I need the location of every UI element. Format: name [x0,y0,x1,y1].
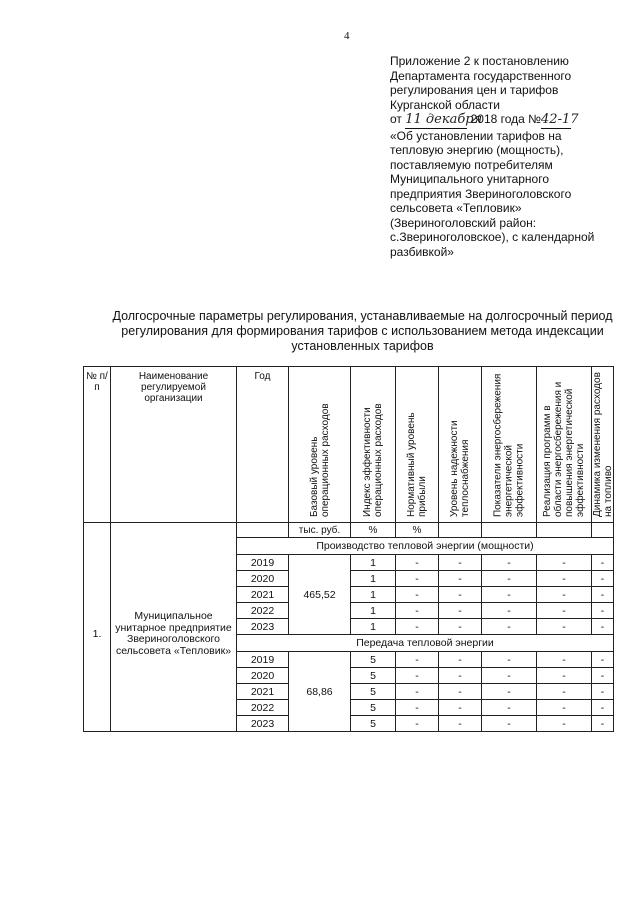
programs-cell: - [537,700,592,716]
reliability-cell: - [439,668,482,684]
fuel-cell: - [592,700,614,716]
profit-cell: - [396,555,439,571]
index-cell: 1 [351,555,396,571]
programs-cell: - [537,571,592,587]
profit-cell: - [396,684,439,700]
programs-cell: - [537,652,592,668]
header-base [289,367,351,523]
profit-cell: - [396,587,439,603]
section-title: Производство тепловой энергии (мощности) [237,538,614,555]
index-cell: 5 [351,668,396,684]
energy-indicators-cell: - [482,587,537,603]
empty-cell [482,523,537,538]
fuel-cell: - [592,668,614,684]
fuel-cell: - [592,619,614,635]
header-num: № п/п [84,367,111,523]
year-cell: 2022 [237,700,289,716]
fuel-cell: - [592,587,614,603]
index-cell: 5 [351,684,396,700]
reliability-cell: - [439,571,482,587]
document-title: Долгосрочные параметры регулирования, устанавливаемые на долгосрочный период регулирования для формирования тарифов с использованием метода индексации установленных тарифов [112,309,613,353]
header-index-text: Индекс эффективности операционных расходов [362,403,384,517]
programs-cell: - [537,619,592,635]
profit-cell: - [396,571,439,587]
profit-cell: - [396,668,439,684]
empty-cell [237,523,289,538]
energy-indicators-cell: - [482,684,537,700]
units-row [84,523,614,538]
empty-cell [537,523,592,538]
fuel-cell: - [592,652,614,668]
empty-cell [84,523,111,538]
fuel-cell: - [592,603,614,619]
header-year: Год [237,367,289,523]
handwritten-number: 42-17 [541,112,579,127]
profit-cell: - [396,716,439,732]
year-cell: 2020 [237,668,289,684]
appendix-subject-line: «Об установлении тарифов на [390,128,562,143]
reliability-cell: - [439,587,482,603]
header-profit-text: Нормативный уровень прибыли [406,412,428,517]
energy-indicators-cell: - [482,716,537,732]
energy-indicators-cell: - [482,700,537,716]
appendix-line: регулирования цен и тарифов [390,83,559,97]
header-org: Наименование регулируемой организации [111,367,237,523]
row-number: 1. [84,538,111,732]
fuel-cell: - [592,716,614,732]
section-header-row [84,538,614,555]
header-reliability [439,367,482,523]
empty-cell [439,523,482,538]
fuel-cell: - [592,571,614,587]
appendix-subject-line: разбивкой» [390,244,454,259]
section-title: Передача тепловой энергии [237,635,614,652]
programs-cell: - [537,587,592,603]
appendix-subject-line: с.Звериноголовское), с календарной [390,230,595,244]
profit-cell: - [396,619,439,635]
energy-indicators-cell: - [482,555,537,571]
header-row [84,367,614,523]
appendix-subject-line: (Звериноголовский район: [390,215,537,230]
programs-cell: - [537,668,592,684]
year-cell: 2021 [237,587,289,603]
energy-indicators-cell: - [482,603,537,619]
header-programs [537,367,592,523]
index-cell: 5 [351,716,396,732]
programs-cell: - [537,684,592,700]
header-fuel [592,367,614,523]
base-level-cell: 465,52 [289,555,351,635]
reliability-cell: - [439,700,482,716]
appendix-line: Приложение 2 к постановлению [390,54,569,68]
energy-indicators-cell: - [482,668,537,684]
header-energy-indicators [482,367,537,523]
fuel-cell: - [592,684,614,700]
unit-profit: % [396,523,439,538]
year-cell: 2019 [237,652,289,668]
year-cell: 2023 [237,716,289,732]
appendix-line: Департамента государственного [390,68,572,83]
programs-cell: - [537,716,592,732]
header-base-text: Базовый уровень операционных расходов [308,403,331,517]
year-cell: 2022 [237,603,289,619]
parameters-table [83,366,614,732]
index-cell: 1 [351,571,396,587]
date-suffix: 2018 года № [470,112,542,126]
fuel-cell: - [592,555,614,571]
reliability-cell: - [439,603,482,619]
appendix-date-line [390,112,630,129]
header-profit [396,367,439,523]
date-prefix: от [390,112,402,126]
profit-cell: - [396,652,439,668]
reliability-cell: - [439,684,482,700]
index-cell: 1 [351,619,396,635]
appendix-line: Курганской области [390,97,500,112]
index-cell: 1 [351,603,396,619]
header-energy-indicators-text: Показатели энергосбережения энергетической эффективности [492,373,526,517]
appendix-block [390,54,630,259]
index-cell: 5 [351,700,396,716]
reliability-cell: - [439,716,482,732]
unit-base: тыс. руб. [289,523,351,538]
year-cell: 2019 [237,555,289,571]
handwritten-date: 11 декабря [405,112,483,127]
reliability-cell: - [439,555,482,571]
index-cell: 5 [351,652,396,668]
header-reliability-text: Уровень надежности теплоснабжения [449,420,471,517]
appendix-subject-line: Муниципального унитарного [390,172,550,186]
profit-cell: - [396,603,439,619]
reliability-cell: - [439,652,482,668]
base-level-cell: 68,86 [289,652,351,732]
profit-cell: - [396,700,439,716]
organization-name: Муниципальное унитарное предприятие Звериноголовского сельсовета «Тепловик» [111,538,237,732]
year-cell: 2021 [237,684,289,700]
header-index [351,367,396,523]
header-fuel-text: Динамика изменения расходов на топливо [591,372,614,517]
reliability-cell: - [439,619,482,635]
appendix-subject-line: тепловую энергию (мощность), [390,143,564,157]
empty-cell [111,523,237,538]
page-number: 4 [344,30,350,42]
appendix-subject-line: поставляемую потребителям [390,157,553,172]
empty-cell [592,523,614,538]
index-cell: 1 [351,587,396,603]
programs-cell: - [537,603,592,619]
energy-indicators-cell: - [482,619,537,635]
year-cell: 2023 [237,619,289,635]
header-programs-text: Реализация программ в области энергосбережения и повышения энергетической эффективности [542,381,586,517]
energy-indicators-cell: - [482,571,537,587]
appendix-subject-line: сельсовета «Тепловик» [390,201,522,215]
energy-indicators-cell: - [482,652,537,668]
unit-index: % [351,523,396,538]
year-cell: 2020 [237,571,289,587]
appendix-subject-line: предприятия Звериноголовского [390,186,572,201]
programs-cell: - [537,555,592,571]
